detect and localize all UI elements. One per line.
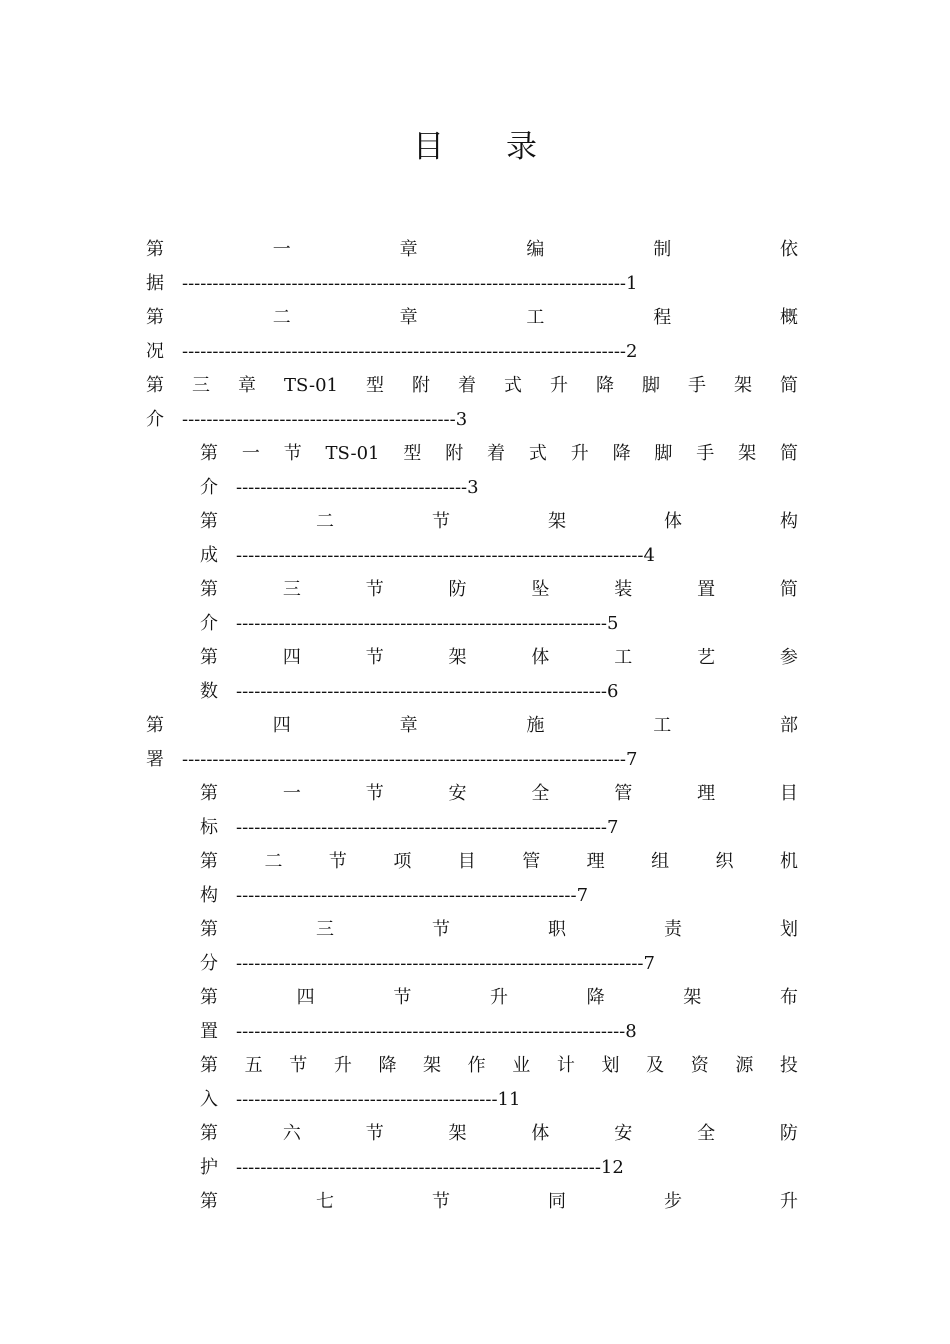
toc-entry-continuation[interactable] <box>200 471 798 505</box>
toc-entry-word: 一 <box>241 443 260 464</box>
toc-entry-word: 节 <box>365 783 384 804</box>
toc-entry-word: 章 <box>238 375 256 396</box>
toc-entry-word: 艺 <box>697 647 716 668</box>
toc-entry-word: 型 <box>403 443 422 464</box>
toc-entry-word: 依 <box>779 239 798 260</box>
toc-entry-word: 升 <box>780 1191 798 1212</box>
toc-entry-word: 节 <box>365 579 384 600</box>
toc-entry-word: 第 <box>146 715 164 736</box>
toc-entry-word: 第 <box>200 783 218 804</box>
toc-entry-word: 全 <box>531 783 550 804</box>
toc-entry-tail-char: 介 <box>200 613 218 634</box>
toc-entry-word: 体 <box>664 511 682 532</box>
toc-entry-word: 架 <box>738 443 757 464</box>
toc-entry-word: 职 <box>548 919 566 940</box>
toc-entry-word: 节 <box>432 919 450 940</box>
toc-entry-word: 升 <box>570 443 589 464</box>
toc-entry-line[interactable] <box>200 1117 798 1151</box>
toc-entry-continuation[interactable] <box>200 879 798 913</box>
toc-entry-line[interactable] <box>200 505 798 539</box>
toc-dot-leader: ------------------------------------------------------------------------- <box>182 341 626 362</box>
toc-entry-word: 节 <box>393 987 412 1008</box>
toc-entry-word: 四 <box>272 715 291 736</box>
toc-entry-word: 三 <box>282 579 301 600</box>
toc-entry-tail-char: 置 <box>200 1021 218 1042</box>
toc-entry-word: 第 <box>146 307 164 328</box>
toc-entry-tail-char: 署 <box>146 749 164 770</box>
toc-entry-word: 手 <box>687 375 706 396</box>
toc-entry-word: 二 <box>272 307 291 328</box>
toc-entry-word: 概 <box>779 307 798 328</box>
toc-dot-leader: --------------------------------------------- <box>182 409 456 430</box>
toc-dot-leader: ------------------------------------------------------------- <box>236 817 608 838</box>
toc-entry-word: 业 <box>512 1055 531 1076</box>
toc-dot-leader: ------------------------------------------------------------- <box>236 613 608 634</box>
toc-page-number: 5 <box>607 613 619 634</box>
toc-entry-word: 二 <box>316 511 334 532</box>
toc-entry-word: 第 <box>200 511 218 532</box>
toc-entry-word: 一 <box>272 239 291 260</box>
toc-entry-word: 式 <box>528 443 547 464</box>
toc-entry-line[interactable] <box>200 845 798 879</box>
toc-entry-tail-char: 况 <box>146 341 164 362</box>
toc-entry-continuation[interactable] <box>200 1083 798 1117</box>
toc-entry-word: 第 <box>200 1055 218 1076</box>
toc-entry-continuation[interactable] <box>200 947 798 981</box>
toc-entry-word: 架 <box>423 1055 442 1076</box>
toc-entry-word: 机 <box>779 851 798 872</box>
toc-entry-continuation[interactable] <box>146 267 798 301</box>
toc-entry-word: 节 <box>365 1123 384 1144</box>
toc-entry-word: 架 <box>683 987 702 1008</box>
toc-entry-word: 简 <box>779 579 798 600</box>
toc-entry-line[interactable] <box>146 233 798 267</box>
toc-entry-word: 全 <box>697 1123 716 1144</box>
toc-entry-word: 架 <box>448 1123 467 1144</box>
toc-page-number: 1 <box>626 273 638 294</box>
toc-entry-word: 第 <box>200 1191 218 1212</box>
toc-entry-word: 降 <box>378 1055 397 1076</box>
toc-entry-word: 四 <box>282 647 301 668</box>
toc-entry-word: 部 <box>779 715 798 736</box>
toc-page-number: 3 <box>467 477 479 498</box>
toc-page-number: 2 <box>626 341 638 362</box>
toc-entry-tail-char: 成 <box>200 545 218 566</box>
toc-entry-word: 架 <box>548 511 566 532</box>
toc-entry-word: 节 <box>283 443 302 464</box>
toc-entry-word: 二 <box>264 851 283 872</box>
toc-entry-word: 章 <box>399 307 418 328</box>
toc-entry-word: 程 <box>653 307 672 328</box>
toc-entry-word: 四 <box>296 987 315 1008</box>
toc-entry-word: 简 <box>779 375 798 396</box>
toc-entry-line[interactable] <box>200 981 798 1015</box>
toc-entry-word: 着 <box>457 375 476 396</box>
toc-entry-word: 升 <box>333 1055 352 1076</box>
toc-entry-word: 织 <box>715 851 734 872</box>
toc-entry-tail-char: 构 <box>200 885 218 906</box>
toc-entry-word: 源 <box>735 1055 754 1076</box>
toc-entry-word: 节 <box>432 511 450 532</box>
toc-entry-word: 章 <box>399 239 418 260</box>
toc-entry-word: 理 <box>697 783 716 804</box>
toc-entry-tail-char: 入 <box>200 1089 218 1110</box>
toc-entry-word: 着 <box>487 443 506 464</box>
toc-entry-word: 投 <box>779 1055 798 1076</box>
toc-entry-continuation[interactable] <box>200 811 798 845</box>
toc-page-number: 7 <box>607 817 619 838</box>
toc-entry-continuation[interactable] <box>200 675 798 709</box>
toc-entry-word: 节 <box>432 1191 450 1212</box>
toc-entry-continuation[interactable] <box>146 335 798 369</box>
toc-entry-word: 第 <box>200 443 218 464</box>
toc-entry-word: 手 <box>696 443 715 464</box>
toc-dot-leader: ------------------------------------------------------------ <box>236 1157 601 1178</box>
toc-entry-word: 第 <box>200 1123 218 1144</box>
toc-entry-word: 装 <box>614 579 633 600</box>
toc-entry-word: 升 <box>489 987 508 1008</box>
toc-entry-word: 责 <box>664 919 682 940</box>
toc-entry-tail-char: 介 <box>146 409 164 430</box>
toc-entry-word: 理 <box>586 851 605 872</box>
toc-entry-word: 体 <box>531 1123 550 1144</box>
table-of-contents <box>0 233 950 1219</box>
toc-entry-word: 第 <box>200 987 218 1008</box>
toc-entry-continuation[interactable] <box>146 403 798 437</box>
toc-entry-line[interactable] <box>200 1049 798 1083</box>
toc-entry-line[interactable] <box>200 641 798 675</box>
toc-entry-line[interactable] <box>146 301 798 335</box>
toc-entry-word: 升 <box>549 375 568 396</box>
toc-entry-word: 制 <box>653 239 672 260</box>
toc-entry-word: 管 <box>614 783 633 804</box>
toc-page-number: 4 <box>643 545 655 566</box>
toc-entry-word: 坠 <box>531 579 550 600</box>
toc-page-number: 11 <box>497 1089 521 1110</box>
toc-page-number: 7 <box>643 953 655 974</box>
toc-entry-word: 布 <box>779 987 798 1008</box>
toc-entry-line[interactable] <box>146 369 798 403</box>
toc-page-number: 12 <box>600 1157 624 1178</box>
toc-entry-word: 划 <box>601 1055 620 1076</box>
toc-entry-word: 组 <box>651 851 670 872</box>
toc-entry-line[interactable] <box>200 573 798 607</box>
toc-entry-line[interactable] <box>146 709 798 743</box>
toc-entry-word: 置 <box>697 579 716 600</box>
toc-dot-leader: ------------------------------------------------------------------------- <box>182 749 626 770</box>
toc-entry-word: 安 <box>448 783 467 804</box>
toc-entry-word: 节 <box>289 1055 308 1076</box>
toc-dot-leader: ------------------------------------------------------------------------- <box>182 273 626 294</box>
toc-entry-word: 式 <box>503 375 522 396</box>
toc-entry-word: 章 <box>399 715 418 736</box>
toc-entry-word: 防 <box>779 1123 798 1144</box>
toc-entry-word: 工 <box>526 307 545 328</box>
toc-entry-word: 目 <box>457 851 476 872</box>
toc-entry-word: 降 <box>595 375 614 396</box>
toc-entry-continuation[interactable] <box>200 1151 798 1185</box>
toc-entry-word: 第 <box>200 919 218 940</box>
toc-entry-word: 工 <box>614 647 633 668</box>
toc-entry-word: 编 <box>526 239 545 260</box>
title-char-2: 录 <box>506 129 537 165</box>
toc-page-number: 8 <box>625 1021 637 1042</box>
toc-page-number: 3 <box>455 409 468 430</box>
toc-entry-word: 一 <box>282 783 301 804</box>
toc-dot-leader: ------------------------------------------------------------------- <box>236 545 644 566</box>
toc-entry-word: 脚 <box>654 443 673 464</box>
toc-entry-line[interactable] <box>200 437 798 471</box>
toc-entry-line[interactable] <box>200 1185 798 1219</box>
toc-entry-continuation[interactable] <box>200 1015 798 1049</box>
toc-page-number: 7 <box>626 749 638 770</box>
toc-entry-word: 第 <box>200 851 218 872</box>
toc-entry-word: 体 <box>531 647 550 668</box>
page-title <box>0 125 950 169</box>
toc-entry-word: 项 <box>393 851 412 872</box>
toc-entry-word: 节 <box>365 647 384 668</box>
toc-entry-word: 脚 <box>641 375 660 396</box>
toc-dot-leader: -------------------------------------------------------- <box>236 885 577 906</box>
toc-entry-tail-char: 数 <box>200 681 218 702</box>
toc-entry-word: 节 <box>328 851 347 872</box>
toc-entry-tail-char: 标 <box>200 817 218 838</box>
toc-entry-word: 施 <box>526 715 545 736</box>
toc-entry-word: 管 <box>522 851 541 872</box>
toc-entry-word: 计 <box>556 1055 575 1076</box>
toc-entry-word: 架 <box>733 375 752 396</box>
toc-entry-word: 划 <box>780 919 798 940</box>
title-char-1: 目 <box>413 129 444 165</box>
toc-entry-word: TS-01 <box>325 443 380 464</box>
toc-dot-leader: ------------------------------------------- <box>236 1089 498 1110</box>
toc-dot-leader: ---------------------------------------------------------------- <box>236 1021 626 1042</box>
toc-entry-word: 七 <box>316 1191 334 1212</box>
toc-entry-word: TS-01 <box>284 375 338 396</box>
toc-page-number: 7 <box>576 885 589 906</box>
toc-entry-word: 降 <box>612 443 631 464</box>
toc-entry-word: 三 <box>316 919 334 940</box>
toc-entry-word: 安 <box>614 1123 633 1144</box>
toc-entry-continuation[interactable] <box>200 539 798 573</box>
toc-entry-word: 作 <box>467 1055 486 1076</box>
toc-entry-word: 架 <box>448 647 467 668</box>
toc-entry-word: 降 <box>586 987 605 1008</box>
toc-entry-tail-char: 介 <box>200 477 218 498</box>
toc-entry-word: 防 <box>448 579 467 600</box>
toc-page-number: 6 <box>607 681 619 702</box>
toc-dot-leader: ------------------------------------------------------------------- <box>236 953 644 974</box>
toc-entry-word: 同 <box>548 1191 566 1212</box>
toc-entry-word: 第 <box>200 647 218 668</box>
toc-entry-word: 第 <box>146 239 164 260</box>
toc-entry-tail-char: 据 <box>146 273 164 294</box>
toc-entry-word: 步 <box>664 1191 682 1212</box>
toc-entry-word: 工 <box>653 715 672 736</box>
toc-entry-word: 第 <box>146 375 164 396</box>
toc-entry-continuation[interactable] <box>200 607 798 641</box>
toc-entry-tail-char: 护 <box>200 1157 218 1178</box>
toc-entry-line[interactable] <box>200 777 798 811</box>
toc-entry-word: 构 <box>780 511 798 532</box>
toc-entry-word: 资 <box>690 1055 709 1076</box>
toc-entry-word: 第 <box>200 579 218 600</box>
toc-entry-word: 及 <box>646 1055 665 1076</box>
toc-dot-leader: -------------------------------------- <box>236 477 468 498</box>
toc-entry-word: 附 <box>411 375 430 396</box>
toc-dot-leader: ------------------------------------------------------------- <box>236 681 608 702</box>
toc-entry-word: 目 <box>779 783 798 804</box>
toc-entry-word: 六 <box>282 1123 301 1144</box>
toc-entry-word: 简 <box>779 443 798 464</box>
toc-entry-word: 参 <box>779 647 798 668</box>
toc-entry-word: 型 <box>365 375 384 396</box>
toc-entry-word: 五 <box>244 1055 263 1076</box>
toc-entry-word: 三 <box>192 375 210 396</box>
toc-entry-word: 附 <box>445 443 464 464</box>
toc-entry-line[interactable] <box>200 913 798 947</box>
toc-entry-tail-char: 分 <box>200 953 218 974</box>
toc-entry-continuation[interactable] <box>146 743 798 777</box>
